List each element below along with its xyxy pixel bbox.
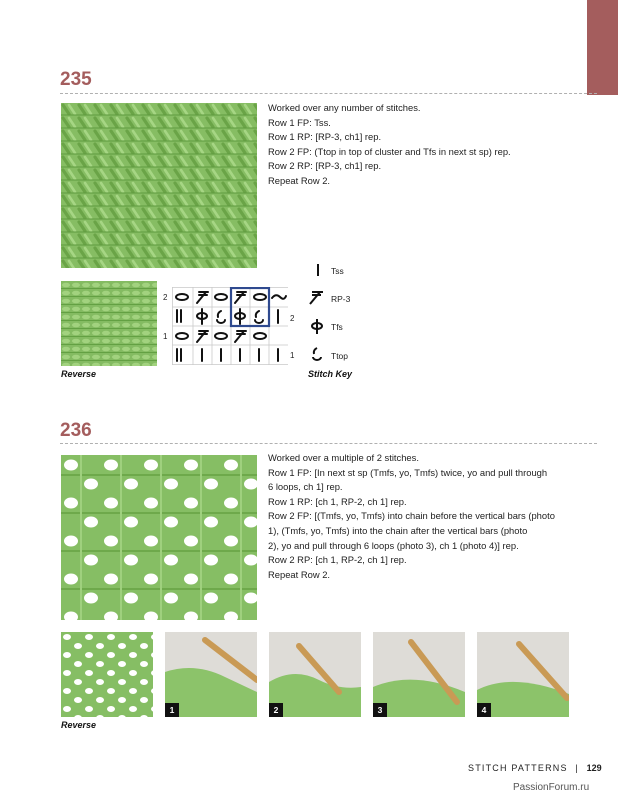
chart-row-number: 2 bbox=[163, 293, 168, 302]
photo-number-badge: 4 bbox=[477, 703, 491, 717]
chart-row-number: 1 bbox=[163, 332, 168, 341]
ttop-symbol-icon bbox=[309, 346, 325, 362]
swatch-236-front bbox=[61, 455, 257, 620]
instructions-235 bbox=[268, 101, 588, 189]
instruction-line: Row 2 FP: (Ttop in top of cluster and Tfs in next st sp) rep. bbox=[268, 145, 511, 157]
chart-row-number: 1 bbox=[290, 351, 295, 360]
swatch-235-reverse bbox=[61, 281, 157, 366]
tss-symbol-icon bbox=[310, 262, 326, 278]
instruction-line: Row 1 RP: [RP-3, ch1] rep. bbox=[268, 131, 382, 143]
instruction-line: Worked over any number of stitches. bbox=[268, 102, 421, 113]
instruction-line: Row 1 FP: [In next st sp (Tmfs, yo, Tmfs) twice, yo and pull through bbox=[268, 466, 548, 478]
section-divider bbox=[60, 443, 597, 444]
chapter-tab bbox=[587, 0, 618, 95]
section-divider bbox=[60, 93, 597, 94]
swatch-235-front bbox=[61, 103, 257, 268]
stitch-key-title: Stitch Key bbox=[308, 369, 353, 379]
watermark: PassionForum.ru bbox=[513, 782, 590, 793]
photo-number-badge: 2 bbox=[269, 703, 283, 717]
instructions-236 bbox=[268, 451, 598, 582]
key-label-ttop: Ttop bbox=[331, 351, 349, 361]
stitch-chart-235 bbox=[172, 287, 288, 365]
page-number: 129 bbox=[586, 763, 602, 773]
instruction-line: Row 2 RP: [RP-3, ch1] rep. bbox=[268, 160, 382, 172]
reverse-caption: Reverse bbox=[61, 720, 97, 730]
pattern-number-236: 236 bbox=[60, 420, 92, 441]
instruction-line: Repeat Row 2. bbox=[268, 568, 331, 580]
tfs-symbol-icon bbox=[309, 318, 325, 335]
footer-separator: | bbox=[575, 763, 579, 773]
instruction-line: 1), (Tmfs, yo, Tmfs) into the chain after the vertical bars (photo bbox=[268, 524, 528, 536]
instruction-line: Row 2 RP: [ch 1, RP-2, ch 1] rep. bbox=[268, 554, 407, 566]
swatch-236-reverse bbox=[61, 632, 153, 717]
instruction-line: Row 2 FP: [(Tmfs, yo, Tmfs) into chain before the vertical bars (photo bbox=[268, 510, 555, 522]
pattern-number-235: 235 bbox=[60, 69, 92, 90]
instruction-line: Repeat Row 2. bbox=[268, 174, 331, 186]
photo-number-badge: 3 bbox=[373, 703, 387, 717]
key-label-tfs: Tfs bbox=[331, 322, 343, 332]
instruction-line: 6 loops, ch 1] rep. bbox=[268, 481, 343, 493]
chart-row-number: 2 bbox=[290, 314, 295, 323]
key-label-rp3: RP-3 bbox=[331, 294, 351, 304]
instruction-line: Row 1 FP: Tss. bbox=[268, 116, 331, 128]
reverse-caption: Reverse bbox=[61, 369, 97, 379]
photo-number-badge: 1 bbox=[165, 703, 179, 717]
key-label-tss: Tss bbox=[331, 266, 344, 276]
instruction-line: Row 1 RP: [ch 1, RP-2, ch 1] rep. bbox=[268, 495, 407, 507]
rp3-symbol-icon bbox=[308, 290, 326, 306]
page-footer bbox=[468, 763, 602, 773]
instruction-line: Worked over a multiple of 2 stitches. bbox=[268, 452, 419, 463]
footer-section-title: STITCH PATTERNS bbox=[468, 763, 568, 773]
instruction-line: 2), yo and pull through 6 loops (photo 3), ch 1 (photo 4)] rep. bbox=[268, 539, 519, 551]
